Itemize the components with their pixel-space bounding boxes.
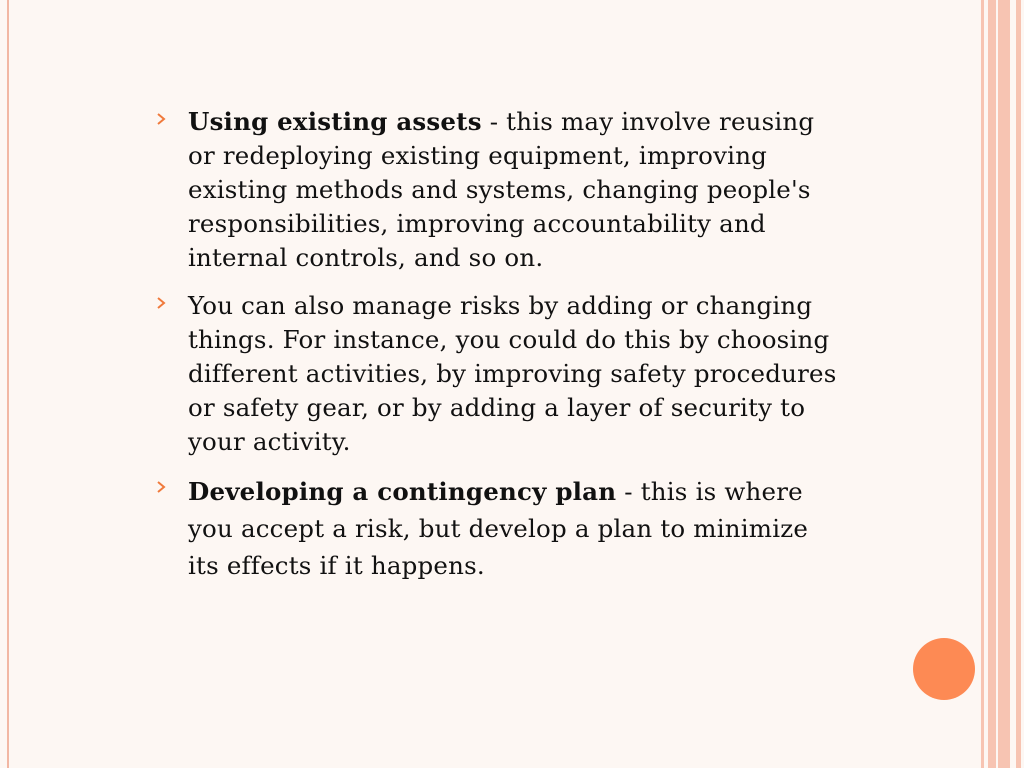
right-decorative-stripes — [974, 0, 1024, 768]
bullet-body: this is where you accept a risk, but develop a plan to minimize its effects if it happens. — [188, 477, 809, 580]
stripe-1 — [981, 0, 984, 768]
bullet-text — [188, 289, 846, 459]
bullet-bold-term: Using existing assets — [188, 107, 482, 136]
bullet-body: You can also manage risks by adding or changing things. For instance, you could do this by choosing different activities, by improving safety procedures or safety gear, or by adding a layer of security to your activity. — [188, 291, 837, 456]
stripe-2 — [988, 0, 996, 768]
bullet-bold-term: Developing a contingency plan — [188, 477, 617, 506]
stripe-3 — [998, 0, 1010, 768]
bullet-separator: - — [616, 477, 641, 506]
slide-content — [156, 105, 846, 598]
stripe-4 — [1016, 0, 1021, 768]
bullet-separator: - — [481, 107, 507, 136]
bullet-item-contingency-plan — [156, 473, 846, 584]
bullet-text — [188, 105, 846, 275]
orange-circle-decoration — [913, 638, 975, 700]
bullet-text — [188, 473, 846, 584]
bullet-body: this may involve reusing or redeploying existing equipment, improving existing methods and systems, changing people's responsibilities, improving accountability and internal controls, and so on. — [188, 107, 815, 272]
bullet-item-adding-changing — [156, 289, 846, 459]
chevron-right-icon — [156, 105, 188, 125]
chevron-right-icon — [156, 289, 188, 309]
left-border-line — [7, 0, 9, 768]
chevron-right-icon — [156, 473, 188, 493]
bullet-item-existing-assets — [156, 105, 846, 275]
